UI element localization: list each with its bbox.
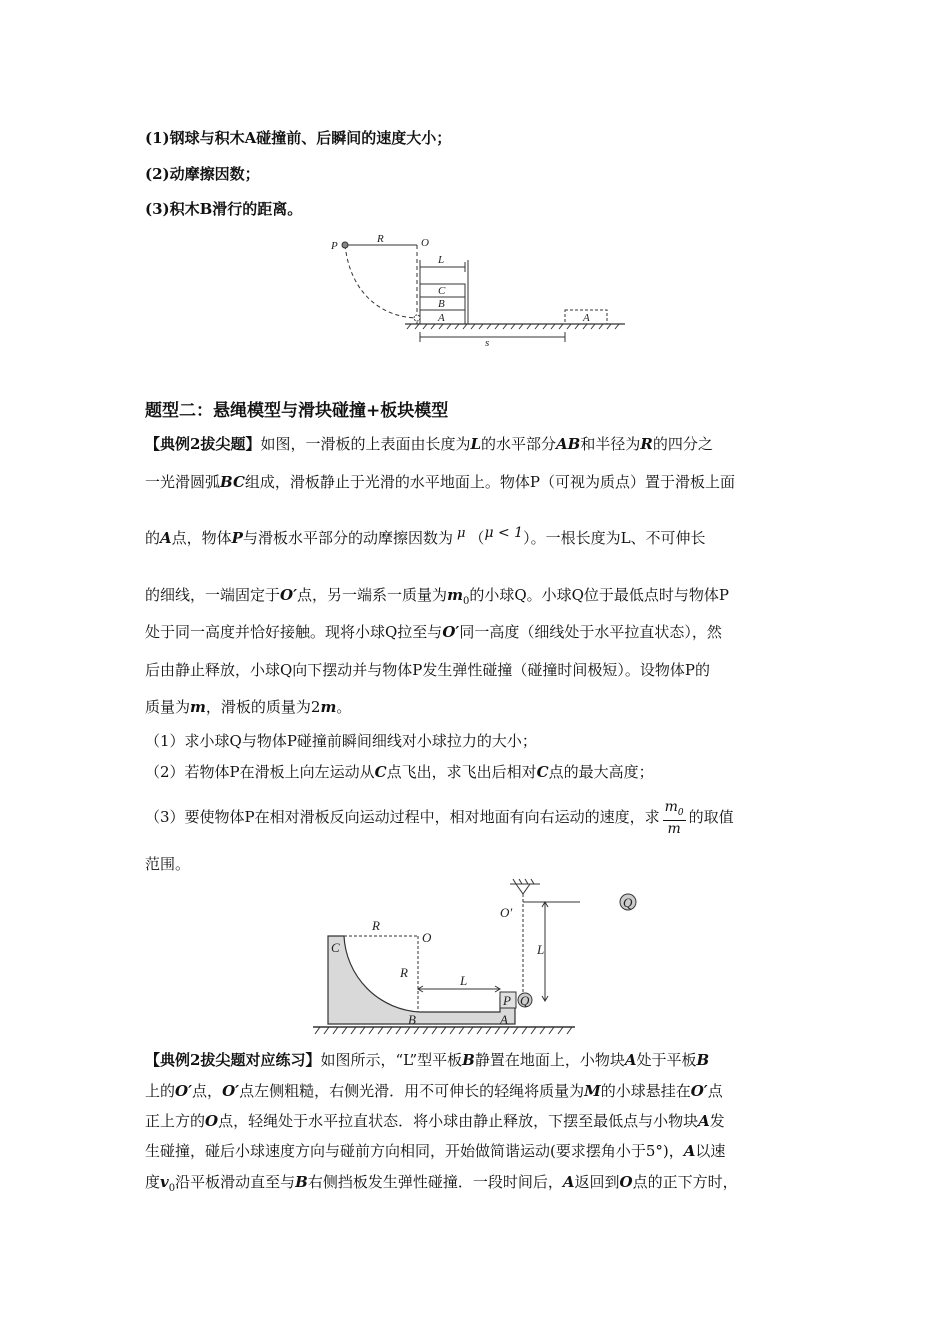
example-paragraph-line-7: 质量为m，滑板的质量为2m。 — [145, 698, 352, 716]
fig1-label-l: L — [438, 254, 445, 266]
fig1-label-a: A — [438, 312, 445, 324]
fig2-label-l-horizontal: L — [460, 973, 468, 988]
fig1-label-a-dashed: A — [583, 312, 590, 324]
practice-line-1: 【典例2拔尖题对应练习】如图所示，“L”型平板B静置在地面上，小物块A处于平板B — [145, 1051, 710, 1069]
fig2-label-o-prime: O′ — [500, 905, 513, 920]
example-question-2: （2）若物体P在滑板上向左运动从C点飞出，求飞出后相对C点的最大高度； — [145, 763, 654, 781]
fig2-label-o: O — [422, 930, 432, 945]
example-question-1: （1）求小球Q与物体P碰撞前瞬间细线对小球拉力的大小； — [145, 732, 537, 750]
fig2-label-b: B — [408, 1012, 416, 1027]
fig2-label-q-bottom: Q — [520, 993, 530, 1008]
example-paragraph-line-5: 处于同一高度并恰好接触。现将小球Q拉至与O′同一高度（细线处于水平拉直状态），然 — [145, 623, 722, 641]
fig1-label-c: C — [438, 285, 446, 297]
example-paragraph-line-3: 的A点，物体P与滑板水平部分的动摩擦因数为 μ （μ < 1）。一根长度为L、不可伸长 — [145, 525, 706, 547]
practice-line-4: 生碰撞，碰后小球速度方向与碰前方向相同，开始做简谐运动(要求摆角小于5°)，A以速 — [145, 1142, 726, 1160]
practice-line-5: 度$v_0$沿平板滑动直至与B右侧挡板发生弹性碰撞．一段时间后，A返回到O点的正下方时， — [145, 1173, 738, 1194]
fig1-label-r: R — [377, 233, 384, 245]
example-question-3-tail: 范围。 — [145, 855, 191, 873]
svg-text:Q: Q — [623, 895, 633, 910]
fig2-label-l-vertical: L — [537, 942, 545, 957]
fig1-label-b: B — [438, 298, 445, 310]
question-3: (3)积木B滑行的距离。 — [145, 200, 303, 218]
section-title: 题型二：悬绳模型与滑块碰撞+板块模型 — [145, 401, 449, 421]
fig1-label-p: P — [331, 240, 338, 252]
example-paragraph-line-2: 一光滑圆弧BC组成，滑板静止于光滑的水平地面上。物体P（可视为质点）置于滑板上面 — [145, 473, 736, 491]
question-1: (1)钢球与积木A碰撞前、后瞬间的速度大小； — [145, 129, 452, 147]
fig2-label-r-side: R — [400, 965, 408, 980]
question-2: (2)动摩擦因数； — [145, 165, 260, 183]
figure-skateboard-pendulum — [310, 876, 580, 1040]
example-question-3: （3）要使物体P在相对滑板反向运动过程中，相对地面有向右运动的速度，求 $\frac{m_0}{m}$ 的取值 — [145, 798, 734, 838]
example-paragraph-line-1: 【典例2拔尖题】如图，一滑板的上表面由长度为L的水平部分AB和半径为R的四分之 — [145, 435, 713, 453]
fig2-label-a: A — [500, 1012, 508, 1027]
fig2-label-r-top: R — [372, 918, 380, 933]
fig2-label-c: C — [331, 940, 340, 955]
mass-ratio-fraction: $\frac{m_0}{m}$ — [664, 798, 684, 838]
practice-line-2: 上的O′点，O′点左侧粗糙，右侧光滑．用不可伸长的轻绳将质量为M的小球悬挂在O′点 — [145, 1082, 723, 1100]
practice-line-3: 正上方的O点，轻绳处于水平拉直状态．将小球由静止释放，下摆至最低点与小物块A发 — [145, 1112, 725, 1130]
figure-skateboard-pendulum-ball-q — [610, 890, 650, 916]
fig2-label-p: P — [503, 993, 511, 1008]
fig1-label-o: O — [421, 237, 429, 249]
example-paragraph-line-6: 后由静止释放，小球Q向下摆动并与物体P发生弹性碰撞（碰撞时间极短）。设物体P的 — [145, 661, 710, 679]
fig1-label-s: s — [485, 337, 490, 349]
example-paragraph-line-4: 的细线，一端固定于O′点，另一端系一质量为$m_0$的小球Q。小球Q位于最低点时与物体P — [145, 586, 730, 607]
figure-pendulum-blocks — [325, 232, 630, 350]
